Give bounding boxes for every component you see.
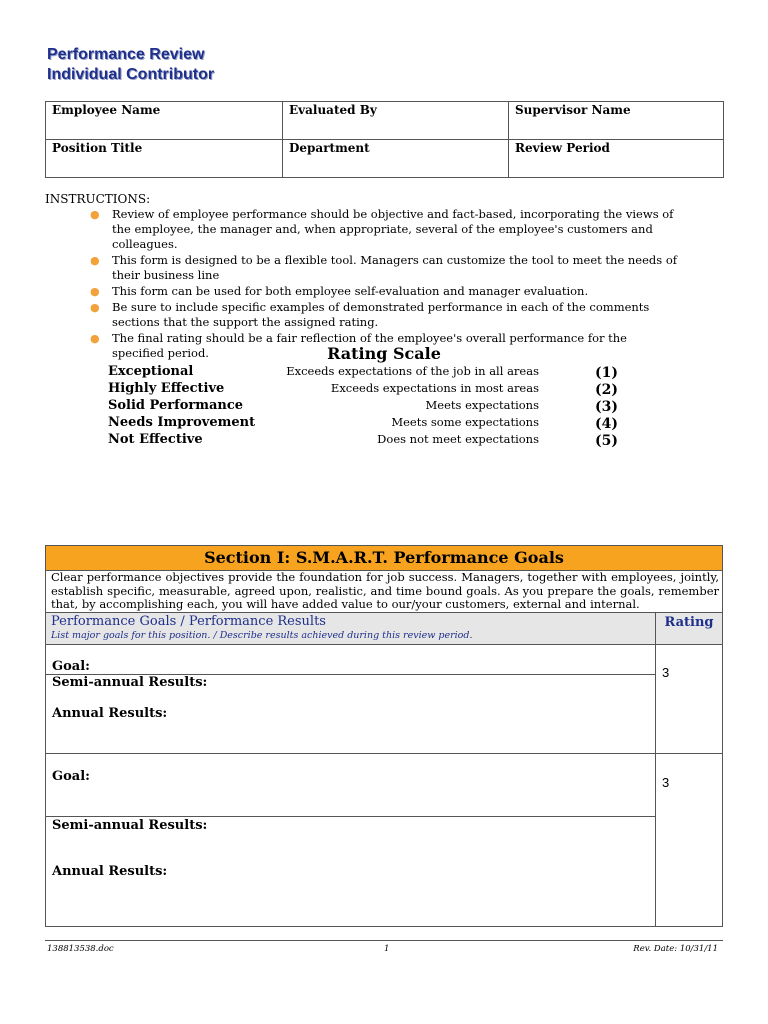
goals-header-title: Performance Goals / Performance Results — [51, 614, 326, 629]
document-title — [47, 45, 214, 85]
rating-number: (1) — [595, 365, 618, 381]
instruction-item: ● Review of employee performance should be objective and fact-based, incorporating the views of the employee, the manager and, when appropriate, several of the employee's customers and colleagues. — [90, 207, 674, 251]
evaluated-by-field[interactable]: Evaluated By — [283, 102, 509, 140]
footer-page-number: 1 — [384, 944, 390, 954]
section-smart-goals — [45, 545, 723, 927]
goal-block-divider — [46, 753, 722, 754]
bullet-icon: ● — [90, 301, 100, 314]
instruction-item: ● This form is designed to be a flexible tool. Managers can customize the tool to meet the needs of their business line — [90, 253, 678, 282]
rating-description: Exceeds expectations in most areas — [330, 381, 539, 395]
annual-results-label[interactable]: Annual Results: — [52, 864, 168, 879]
bullet-icon: ● — [90, 254, 100, 267]
footer-rule — [45, 940, 723, 941]
rating-scale-row — [0, 364, 768, 381]
rating-number: (3) — [595, 399, 618, 415]
rating-description: Exceeds expectations of the job in all areas — [286, 364, 539, 378]
employee-name-field[interactable]: Employee Name — [46, 102, 283, 140]
rating-column-header: Rating — [656, 612, 722, 645]
employee-info-table — [45, 101, 724, 178]
footer-filename: 138813538.doc — [47, 944, 114, 954]
instruction-item: ● The final rating should be a fair reflection of the employee's overall performance for the specified period. — [90, 331, 627, 360]
rating-number: (2) — [595, 382, 618, 398]
rating-label: Solid Performance — [108, 398, 244, 413]
semi-annual-results-label[interactable]: Semi-annual Results: — [52, 675, 208, 690]
review-period-field[interactable]: Review Period — [509, 140, 724, 178]
goal-label[interactable]: Goal: — [52, 659, 90, 674]
goal-rating[interactable]: 3 — [662, 665, 670, 680]
goal-divider — [46, 816, 655, 817]
rating-scale-row — [0, 381, 768, 398]
rating-scale-title: Rating Scale — [327, 344, 441, 363]
semi-annual-results-label[interactable]: Semi-annual Results: — [52, 818, 208, 833]
section-title: Section I: S.M.A.R.T. Performance Goals — [46, 546, 722, 571]
instruction-item: ● This form can be used for both employee self-evaluation and manager evaluation. — [90, 284, 589, 298]
goal-label[interactable]: Goal: — [52, 769, 90, 784]
column-divider — [655, 643, 656, 927]
footer-revision-date: Rev. Date: 10/31/11 — [633, 944, 718, 954]
position-title-field[interactable]: Position Title — [46, 140, 283, 178]
rating-label: Not Effective — [108, 432, 203, 447]
rating-label: Exceptional — [108, 364, 194, 379]
annual-results-label[interactable]: Annual Results: — [52, 706, 168, 721]
rating-label: Highly Effective — [108, 381, 225, 396]
bullet-icon: ● — [90, 285, 100, 298]
rating-scale-row — [0, 398, 768, 415]
bullet-icon: ● — [90, 332, 100, 345]
rating-description: Does not meet expectations — [377, 432, 539, 446]
goals-header-subtitle: List major goals for this position. / Describe results achieved during this review period. — [51, 630, 473, 641]
rating-description: Meets expectations — [425, 398, 539, 412]
rating-description: Meets some expectations — [391, 415, 539, 429]
department-field[interactable]: Department — [283, 140, 509, 178]
goals-column-header — [46, 612, 656, 645]
title-line-1: Performance Review — [47, 46, 205, 63]
instructions-list — [90, 207, 680, 362]
rating-scale-row — [0, 432, 768, 449]
rating-label: Needs Improvement — [108, 415, 256, 430]
instructions-heading: INSTRUCTIONS: — [45, 192, 151, 206]
rating-number: (5) — [595, 433, 618, 449]
goal-rating[interactable]: 3 — [662, 775, 670, 790]
section-intro: Clear performance objectives provide the foundation for job success. Managers, together with employees, jointly, establish specific, measurable, agreed upon, realistic, and time bound goals. As you prepare the goals, remember that, by accomplishing each, you will have added value to our/your customers, external and internal. — [51, 570, 719, 611]
title-line-2: Individual Contributor — [47, 66, 215, 83]
rating-scale-row — [0, 415, 768, 432]
rating-number: (4) — [595, 416, 618, 432]
instruction-item: ● Be sure to include specific examples of demonstrated performance in each of the comments sections that the support the assigned rating. — [90, 300, 650, 329]
bullet-icon: ● — [90, 208, 100, 221]
supervisor-name-field[interactable]: Supervisor Name — [509, 102, 724, 140]
